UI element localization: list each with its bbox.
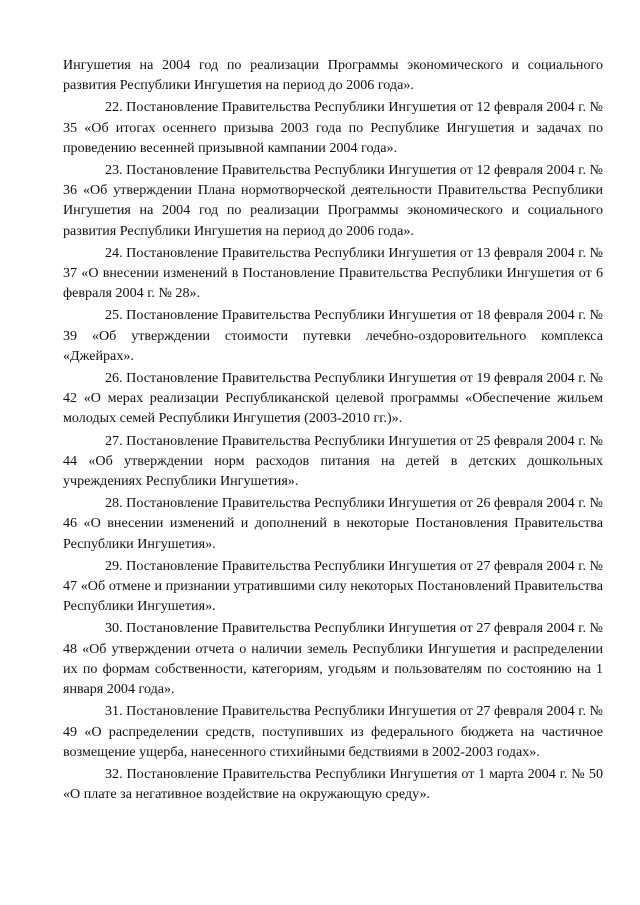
list-item: 25. Постановление Правительства Республики Ингушетия от 18 февраля 2004 г. № 39 «Об утверждении стоимости путевки лечебно-оздоровительного комплекса «Джейрах». [63, 307, 603, 364]
list-item: 27. Постановление Правительства Республики Ингушетия от 25 февраля 2004 г. № 44 «Об утверждении норм расходов питания на детей в детских дошкольных учреждениях Республики Ингушетия». [63, 432, 603, 490]
list-item: 32. Постановление Правительства Республики Ингушетия от 1 марта 2004 г. № 50 «О плате за негативное воздействие на окружающую среду». [63, 765, 603, 803]
continuation-paragraph: Ингушетия на 2004 год по реализации Программы экономического и социального развития Республики Ингушетия на период до 2006 года». [63, 57, 603, 94]
list-item: 30. Постановление Правительства Республики Ингушетия от 27 февраля 2004 г. № 48 «Об утверждении отчета о наличии земель Республики Ингушетия и распределении их по формам собственности, категориям, угодьям и пользователям по состоянию на 1 января 2004 года». [63, 620, 603, 698]
document-page [63, 55, 603, 806]
list-item: 24. Постановление Правительства Республики Ингушетия от 13 февраля 2004 г. № 37 «О внесении изменений в Постановление Правительства Республики Ингушетия от 6 февраля 2004 г. № 28». [63, 244, 603, 302]
list-item: 31. Постановление Правительства Республики Ингушетия от 27 февраля 2004 г. № 49 «О распределении средств, поступивших из федерального бюджета на частичное возмещение ущерба, нанесенного стихийными бедствиями в 2002-2003 годах». [63, 703, 603, 760]
list-item: 22. Постановление Правительства Республики Ингушетия от 12 февраля 2004 г. № 35 «Об итогах осеннего призыва 2003 года по Республике Ингушетия и задачах по проведению весенней призывной кампании 2004 года». [63, 99, 603, 156]
list-item: 29. Постановление Правительства Республики Ингушетия от 27 февраля 2004 г. № 47 «Об отмене и признании утратившими силу некоторых Постановлений Правительства Республики Ингушетия». [63, 557, 603, 615]
list-item: 23. Постановление Правительства Республики Ингушетия от 12 февраля 2004 г. № 36 «Об утверждении Плана нормотворческой деятельности Правительства Республики Ингушетия на 2004 год по реализации Программы экономического и социального развития Республики Ингушетия на период до 2006 года». [63, 162, 603, 239]
list-item: 28. Постановление Правительства Республики Ингушетия от 26 февраля 2004 г. № 46 «О внесении изменений и дополнений в некоторые Постановления Правительства Республики Ингушетия». [63, 495, 603, 552]
list-item: 26. Постановление Правительства Республики Ингушетия от 19 февраля 2004 г. № 42 «О мерах реализации Республиканской целевой программы «Обеспечение жильем молодых семей Республики Ингушетия (2003-2010 гг.)». [63, 370, 603, 427]
